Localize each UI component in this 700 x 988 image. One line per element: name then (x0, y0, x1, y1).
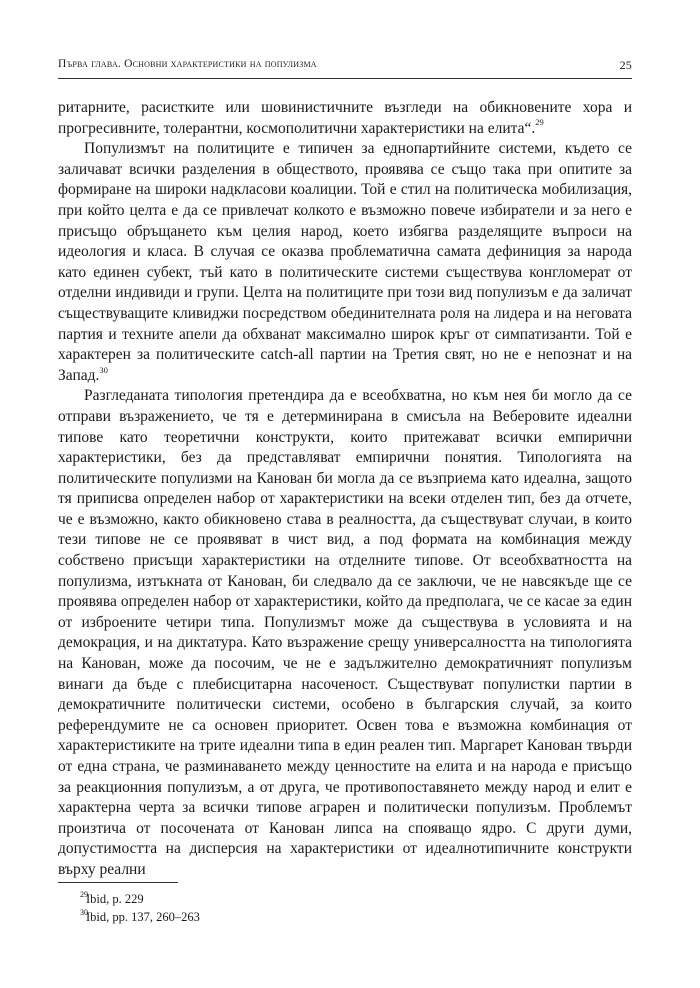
footnote-text: Ibid, pp. 137, 260–263 (86, 910, 200, 924)
footnote-ref[interactable]: 29 (535, 117, 544, 128)
paragraph-text: Разгледаната типология претендира да е всеобхватна, но към нея би могло да се отправи възражението, че тя е детерминирана в смисъла на Веберовите идеални типове като теоретични конструкти, които притежават всички емпирични характеристики, без да представляват емпирични понятия. Типологията на политическите популизми на Канован би могла да се възприема като идеална, защото тя приписва определен набор от характеристики на всеки отделен тип, без да отчете, че е възможно, както обикновено става в реалността, да съществуват случаи, в които тези типове не се проявяват в чист вид, а под формата на комбинация между собствено присъщи характеристики на отделните типове. От всеобхватността на популизма, изтъкната от Канован, би следвало да се заключи, че не навсякъде ще се проявява определен набор от характеристики, който да предполага, че се касае за един от изброените четири типа. Популизмът може да съществува в условията и на демокрация, и на диктатура. Като възражение срещу универсалността на типологията на Канован, може да посочим, че не е задължително демократичният популизъм винаги да бъде с плебисцитарна насоченост. Съществуват популистки партии в демократичните политически системи, особено в българския случай, за които референдумите не са основен приоритет. Освен това е възможна комбинация от характеристиките на трите идеални типа в един реален тип. Маргарет Канован твърди от една страна, че разминаването между ценностите на елита и на народа е присъщо за реакционния популизъм, а от друга, че противопоставянето между народ и елит е характерна черта за всички типове аграрен и политически популизъм. Проблемът произтича от посочената от Канован липса на спояващо ядро. С други думи, допустимостта на дисперсия на характеристики от идеалнотипичните конструкти върху реални (58, 387, 632, 878)
page-number: 25 (619, 58, 632, 72)
footnote-number: 30 (80, 908, 88, 917)
footnote (58, 890, 632, 908)
chapter-title: Първа глава. Основни характеристики на популизма (58, 58, 317, 70)
footnote-rule (58, 882, 178, 883)
footnotes (58, 890, 632, 926)
header-rule (58, 78, 632, 79)
paragraph-text: ритарните, расистките или шовинистичните възгледи на обикновените хора и прогресивните, толерантни, космополитични характеристики на елита“. (58, 99, 632, 137)
footnote-text: Ibid, p. 229 (86, 892, 144, 906)
footnote-ref[interactable]: 30 (99, 364, 108, 375)
paragraph-continued (58, 98, 632, 139)
paragraph (58, 139, 632, 386)
paragraph-text: Популизмът на политиците е типичен за еднопартийните системи, където се заличават всички разделения в обществото, проявява се също така при опитите за формиране на широки надкласови коалиции. Той е стил на политическа мобилизация, при който целта е да се привлечат колкото е възможно повече избиратели и за него е присъщо обръщането към целия народ, което избягва разделящите въпроси на идеология и класа. В случая се оказва проблематична самата дефиниция за народа като единен субект, тъй като в политическите системи съществува конгломерат от отделни индивиди и групи. Целта на политиците при този вид популизъм е да заличат съществуващите кливиджи посредством обединителната роля на лидера и на неговата партия и техните апели да обхванат максимално широк кръг от симпатизанти. Той е характерен за политическите catch-all партии на Третия свят, но не е непознат и на Запад. (58, 140, 632, 384)
footnote-number: 29 (80, 890, 88, 899)
paragraph (58, 386, 632, 880)
body-text (58, 98, 632, 881)
footnote (58, 908, 632, 926)
running-head (58, 58, 632, 76)
